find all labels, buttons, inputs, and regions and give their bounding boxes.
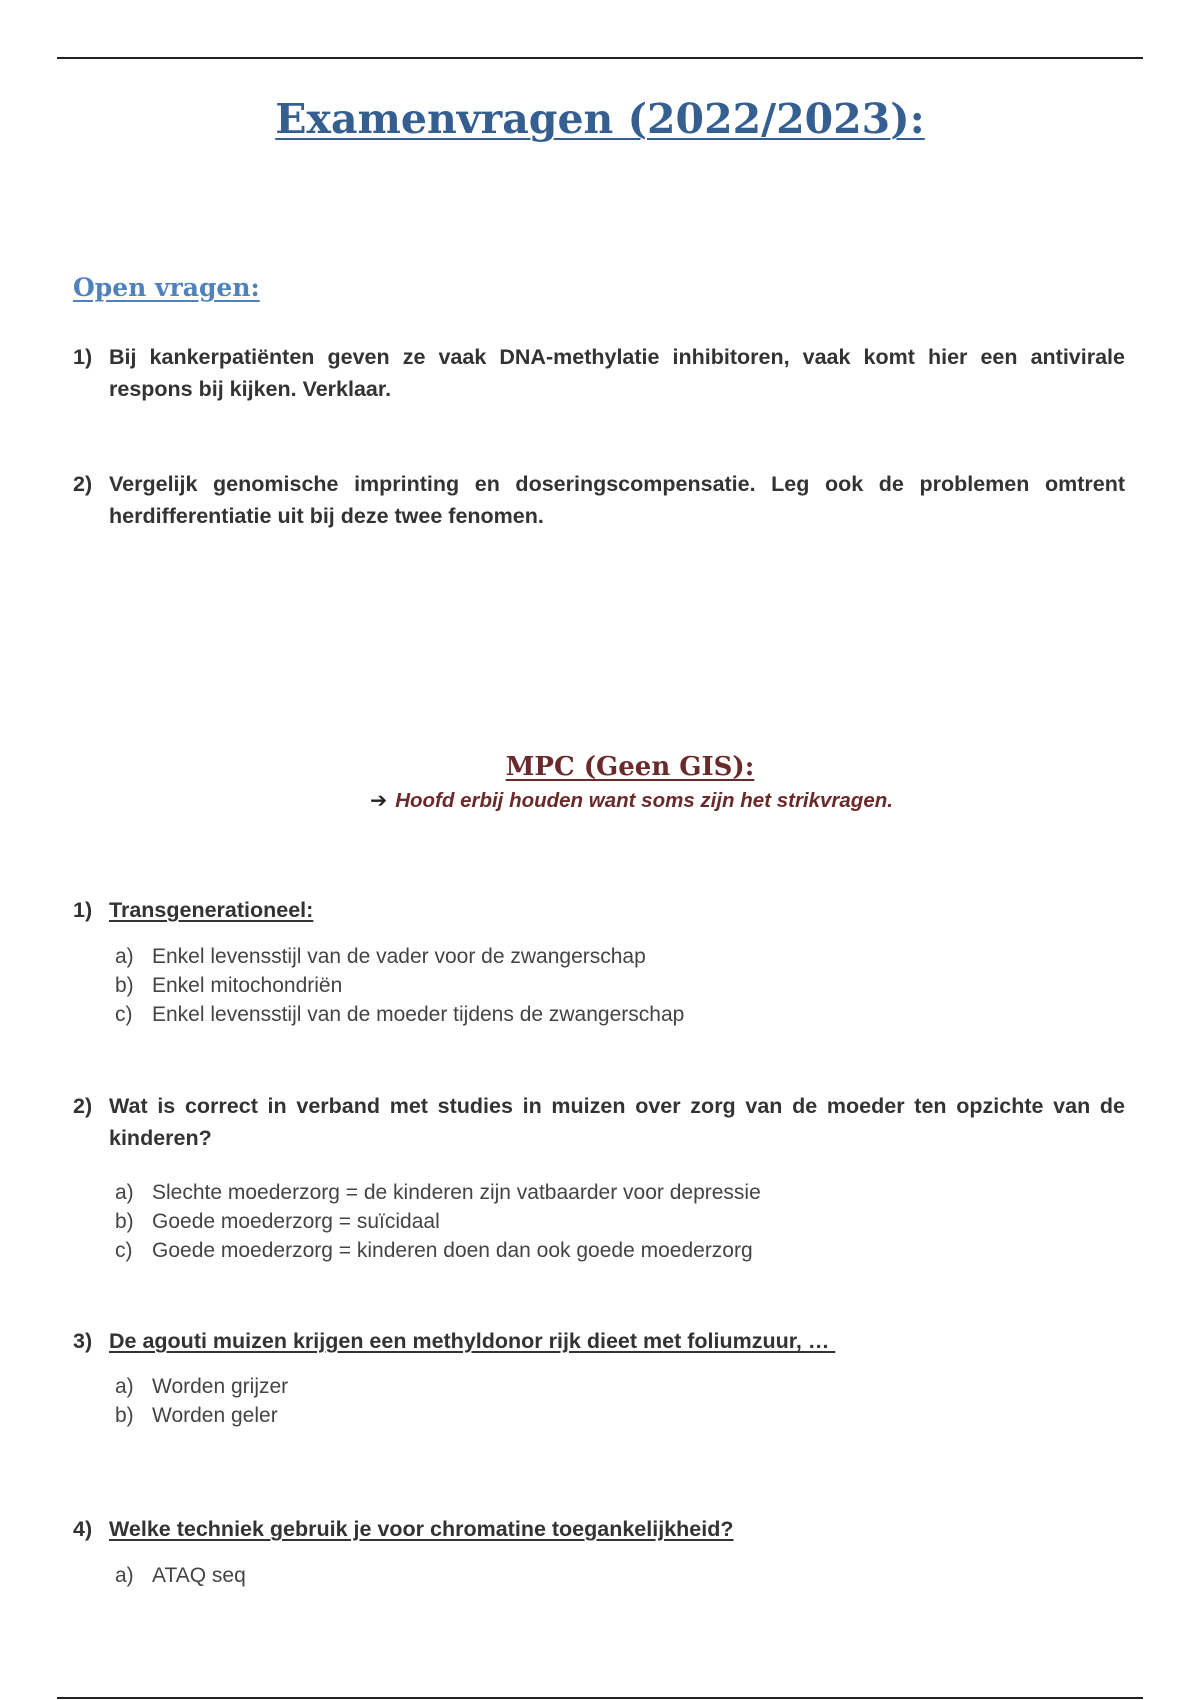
option-letter: b) — [115, 974, 134, 997]
open-questions-heading: Open vragen: — [73, 273, 260, 302]
option-letter: b) — [115, 1210, 134, 1233]
question-text: Wat is correct in verband met studies in muizen over zorg van de moeder ten opzichte van de kinderen? — [109, 1094, 1125, 1150]
option-letter: a) — [115, 1181, 134, 1204]
mpc-question-2 — [73, 1090, 1125, 1154]
option-letter: a) — [115, 1375, 134, 1398]
option-item — [115, 1236, 761, 1265]
arrow-right-icon: ➔ — [370, 789, 388, 812]
question-number: 4) — [73, 1517, 93, 1541]
option-text: Worden grijzer — [152, 1375, 289, 1398]
open-question-2 — [73, 468, 1125, 532]
mpc-question-2-options — [115, 1178, 761, 1265]
question-text: Bij kankerpatiënten geven ze vaak DNA-methylatie inhibitoren, vaak komt hier een antivirale respons bij kijken. Verklaar. — [109, 345, 1125, 401]
mpc-question-4 — [73, 1513, 1125, 1545]
option-item — [115, 1207, 761, 1236]
option-text: Enkel levensstijl van de vader voor de zwangerschap — [152, 945, 646, 968]
question-number: 3) — [73, 1329, 93, 1353]
option-letter: a) — [115, 945, 134, 968]
question-text: Transgenerationeel: — [109, 898, 314, 922]
option-letter: c) — [115, 1239, 133, 1262]
option-letter: a) — [115, 1564, 134, 1587]
option-item — [115, 971, 684, 1000]
open-question-1 — [73, 341, 1125, 405]
option-text: ATAQ seq — [152, 1564, 246, 1587]
option-item — [115, 1178, 761, 1207]
option-text: Goede moederzorg = suïcidaal — [152, 1210, 440, 1233]
question-text: Welke techniek gebruik je voor chromatine toegankelijkheid? — [109, 1517, 734, 1541]
question-number: 1) — [73, 898, 93, 922]
option-text: Goede moederzorg = kinderen doen dan ook goede moederzorg — [152, 1239, 753, 1262]
option-item — [115, 1561, 246, 1590]
bottom-rule — [57, 1697, 1143, 1699]
question-text: Vergelijk genomische imprinting en doseringscompensatie. Leg ook de problemen omtrent herdifferentiatie uit bij deze twee fenomen. — [109, 472, 1125, 528]
mpc-question-1 — [73, 894, 1125, 926]
question-number: 1) — [73, 345, 93, 369]
page-title: Examenvragen (2022/2023): — [275, 95, 925, 143]
option-letter: c) — [115, 1003, 133, 1026]
mpc-note-text: Hoofd erbij houden want soms zijn het strikvragen. — [395, 789, 893, 812]
option-item — [115, 1401, 288, 1430]
mpc-question-3 — [73, 1325, 1125, 1357]
mpc-heading: MPC (Geen GIS): — [505, 752, 755, 782]
option-text: Enkel mitochondriën — [152, 974, 343, 997]
option-text: Slechte moederzorg = de kinderen zijn vatbaarder voor depressie — [152, 1181, 761, 1204]
mpc-question-4-options — [115, 1561, 246, 1590]
mpc-question-3-options — [115, 1372, 288, 1430]
mpc-question-1-options — [115, 942, 684, 1029]
option-item — [115, 1000, 684, 1029]
option-item — [115, 1372, 288, 1401]
question-text: De agouti muizen krijgen een methyldonor rijk dieet met foliumzuur, … — [109, 1329, 836, 1353]
question-number: 2) — [73, 1094, 93, 1118]
question-number: 2) — [73, 472, 93, 496]
mpc-note — [370, 788, 893, 813]
option-item — [115, 942, 684, 971]
option-text: Enkel levensstijl van de moeder tijdens de zwangerschap — [152, 1003, 685, 1026]
top-rule — [57, 57, 1143, 59]
option-text: Worden geler — [152, 1404, 278, 1427]
option-letter: b) — [115, 1404, 134, 1427]
